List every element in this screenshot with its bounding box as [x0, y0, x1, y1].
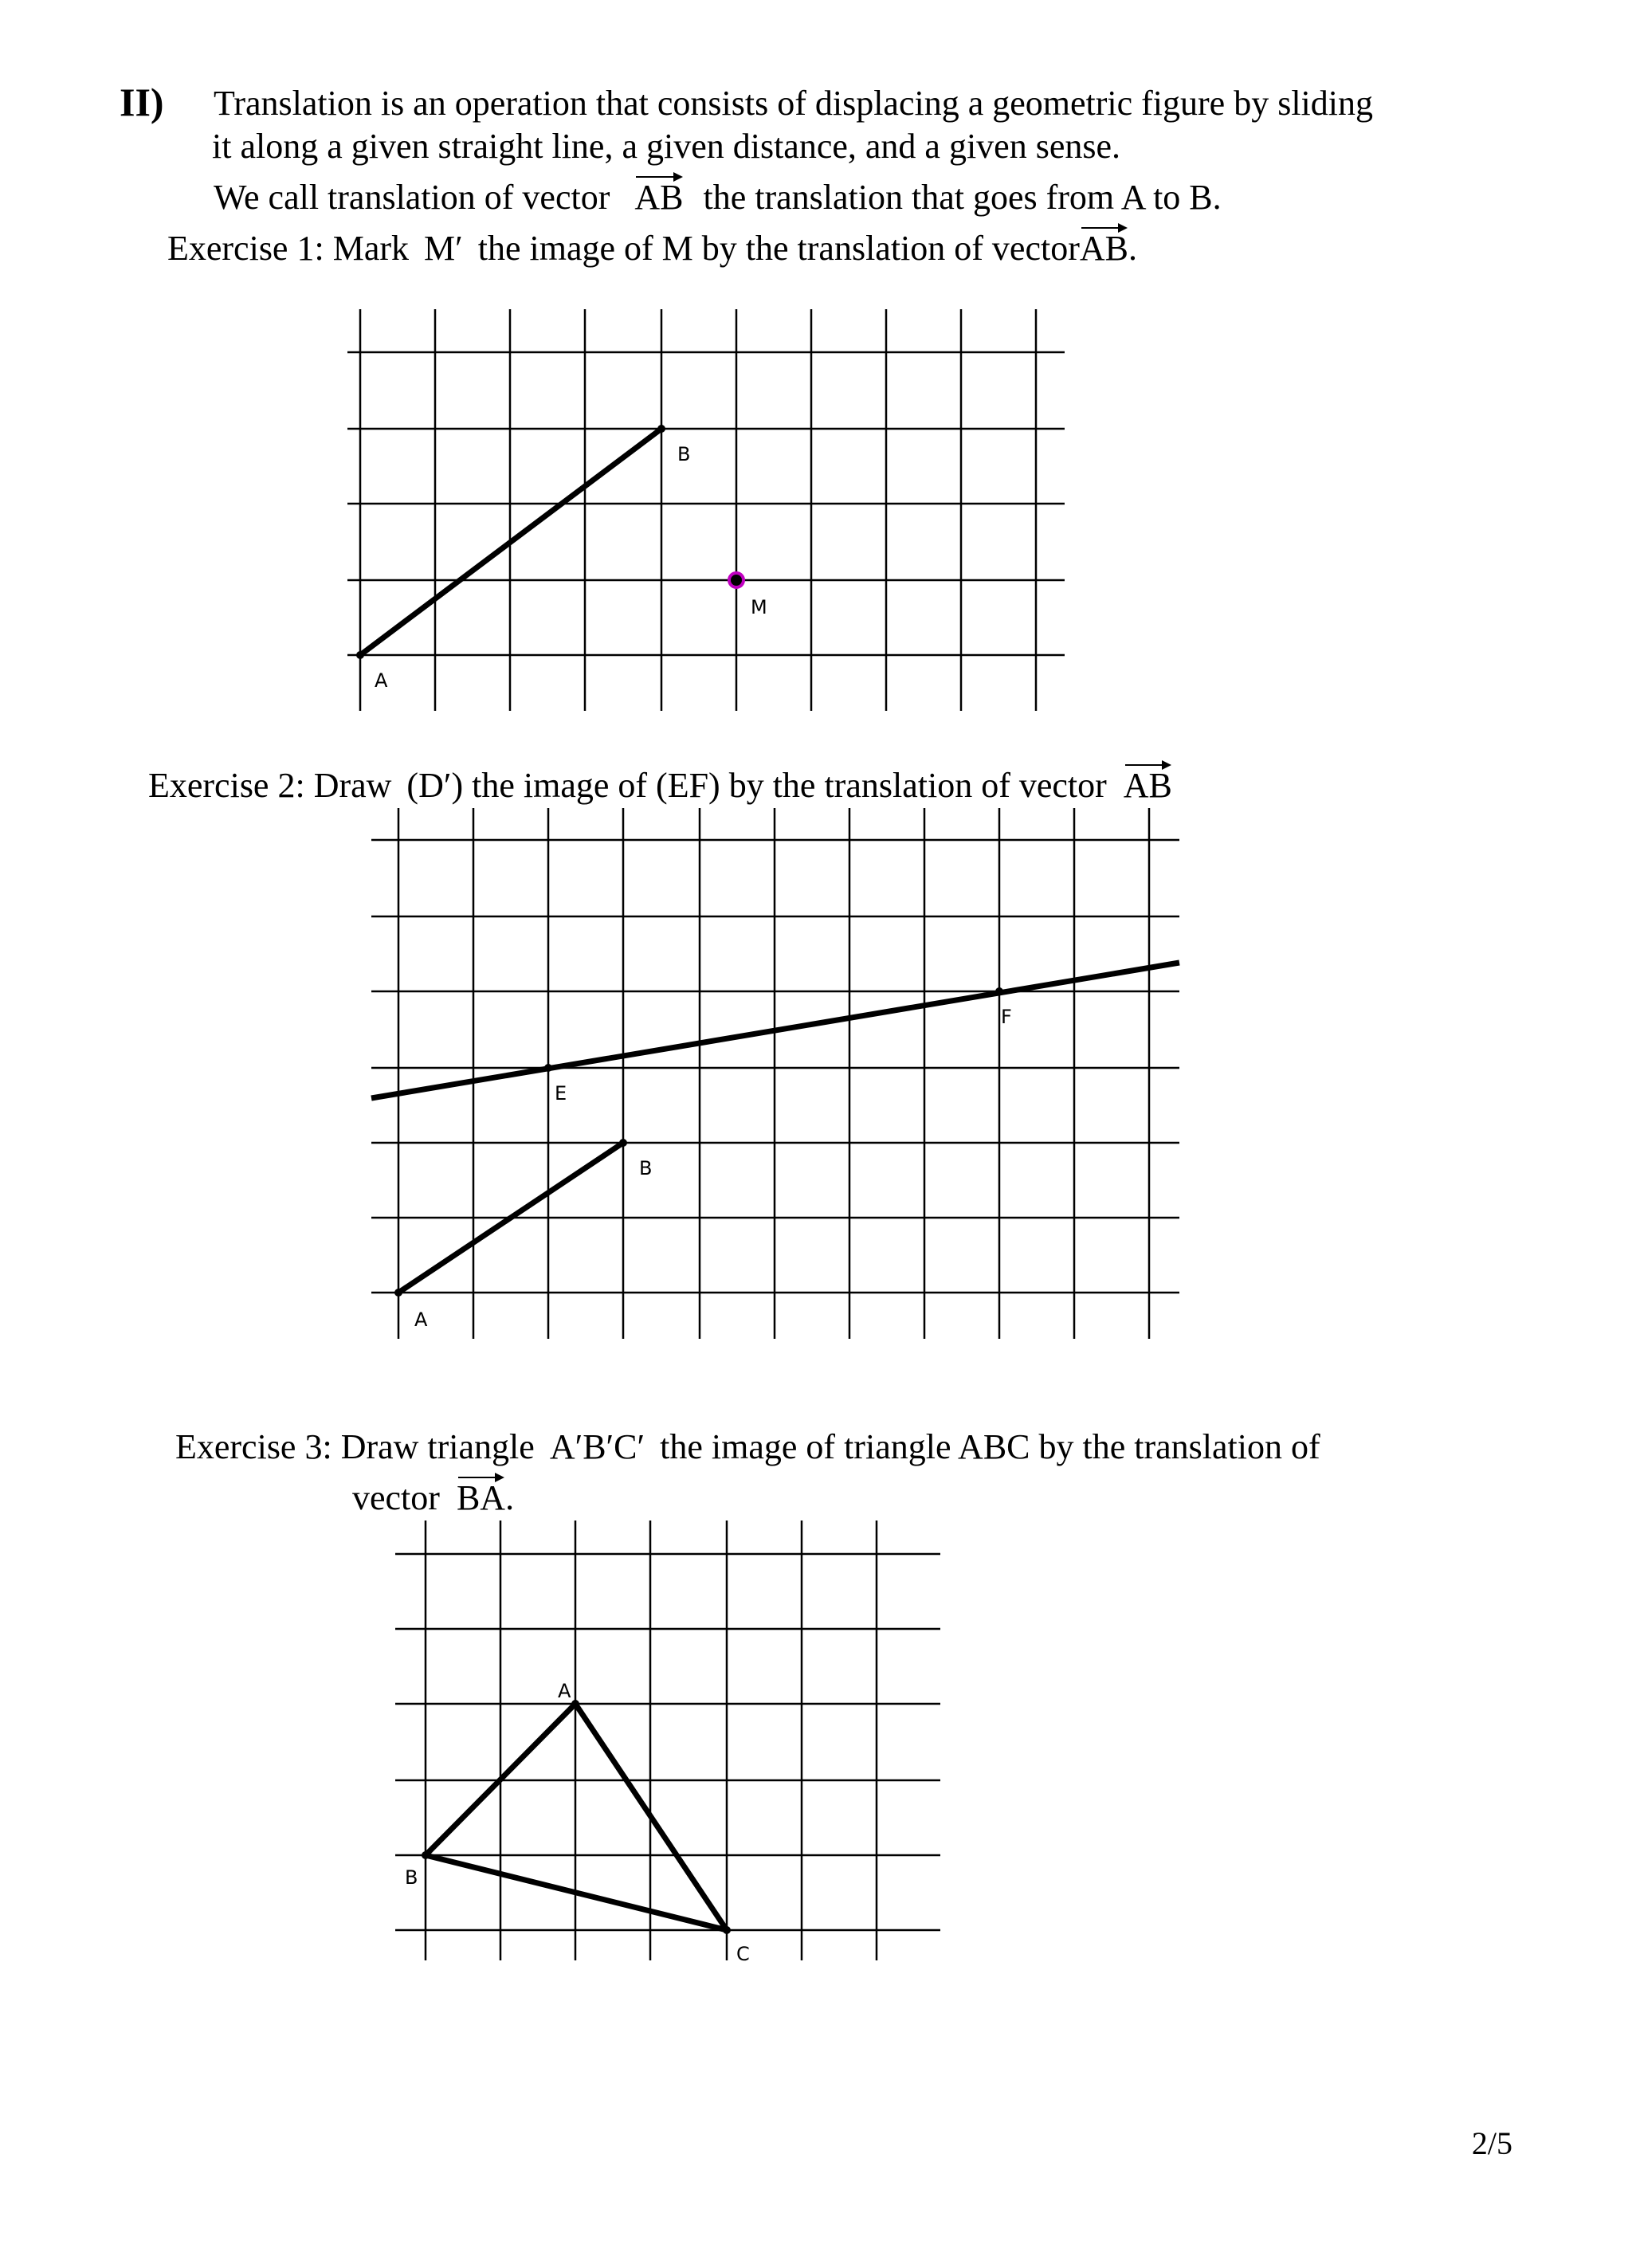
point-c: [723, 1926, 731, 1934]
exercise-2-vector-ab: AB: [1124, 763, 1172, 806]
label-f: F: [1001, 1006, 1012, 1028]
label-a: A: [375, 669, 388, 692]
exercise-1-m-prime: M′: [424, 229, 463, 268]
exercise-1-text-b: the image of M by the translation of vector: [477, 229, 1080, 268]
exercise-3-text-b: the image of triangle ABC by the translation of: [660, 1427, 1320, 1466]
exercise-3-text-a: Exercise 3: Draw triangle: [175, 1427, 535, 1466]
exercise-3-vector-ba: BA: [457, 1476, 505, 1519]
label-a: A: [414, 1309, 428, 1331]
exercise-2-text-b: the image of (EF) by the translation of vector: [472, 766, 1107, 805]
exercise-2-line-d-prime: (D′): [406, 766, 464, 805]
label-m: M: [751, 596, 767, 618]
page-number: 2/5: [1471, 2125, 1512, 2161]
exercise-2-text-a: Exercise 2: Draw: [148, 766, 392, 805]
intro-line-3-text-a: We call translation of vector: [214, 178, 610, 217]
label-b: B: [405, 1866, 418, 1889]
exercise-3-triangle-prime: A′B′C′: [549, 1427, 645, 1466]
point-a: [571, 1700, 579, 1708]
exercise-3-text-c: vector: [352, 1478, 440, 1517]
exercise-1-period: .: [1128, 229, 1137, 268]
exercise-3-grid-lines: [395, 1521, 940, 1960]
label-e: E: [555, 1082, 567, 1105]
point-b: [422, 1851, 430, 1859]
label-c: C: [736, 1943, 750, 1965]
intro-line-2: it along a given straight line, a given distance, and a given sense.: [212, 127, 1121, 166]
exercise-3-period: .: [505, 1478, 515, 1517]
exercise-1-vector-ab: AB: [1080, 226, 1128, 269]
exercise-1-text-a: Exercise 1: Mark: [167, 229, 409, 268]
intro-line-3-text-b: the translation that goes from A to B.: [703, 178, 1222, 217]
label-b: B: [677, 443, 691, 465]
label-b: B: [639, 1157, 653, 1179]
label-a: A: [558, 1680, 571, 1702]
intro-line-1: Translation is an operation that consists of displacing a geometric figure by sliding: [214, 84, 1374, 123]
section-number: II): [120, 80, 164, 124]
vector-ab-notation: AB: [634, 175, 683, 218]
